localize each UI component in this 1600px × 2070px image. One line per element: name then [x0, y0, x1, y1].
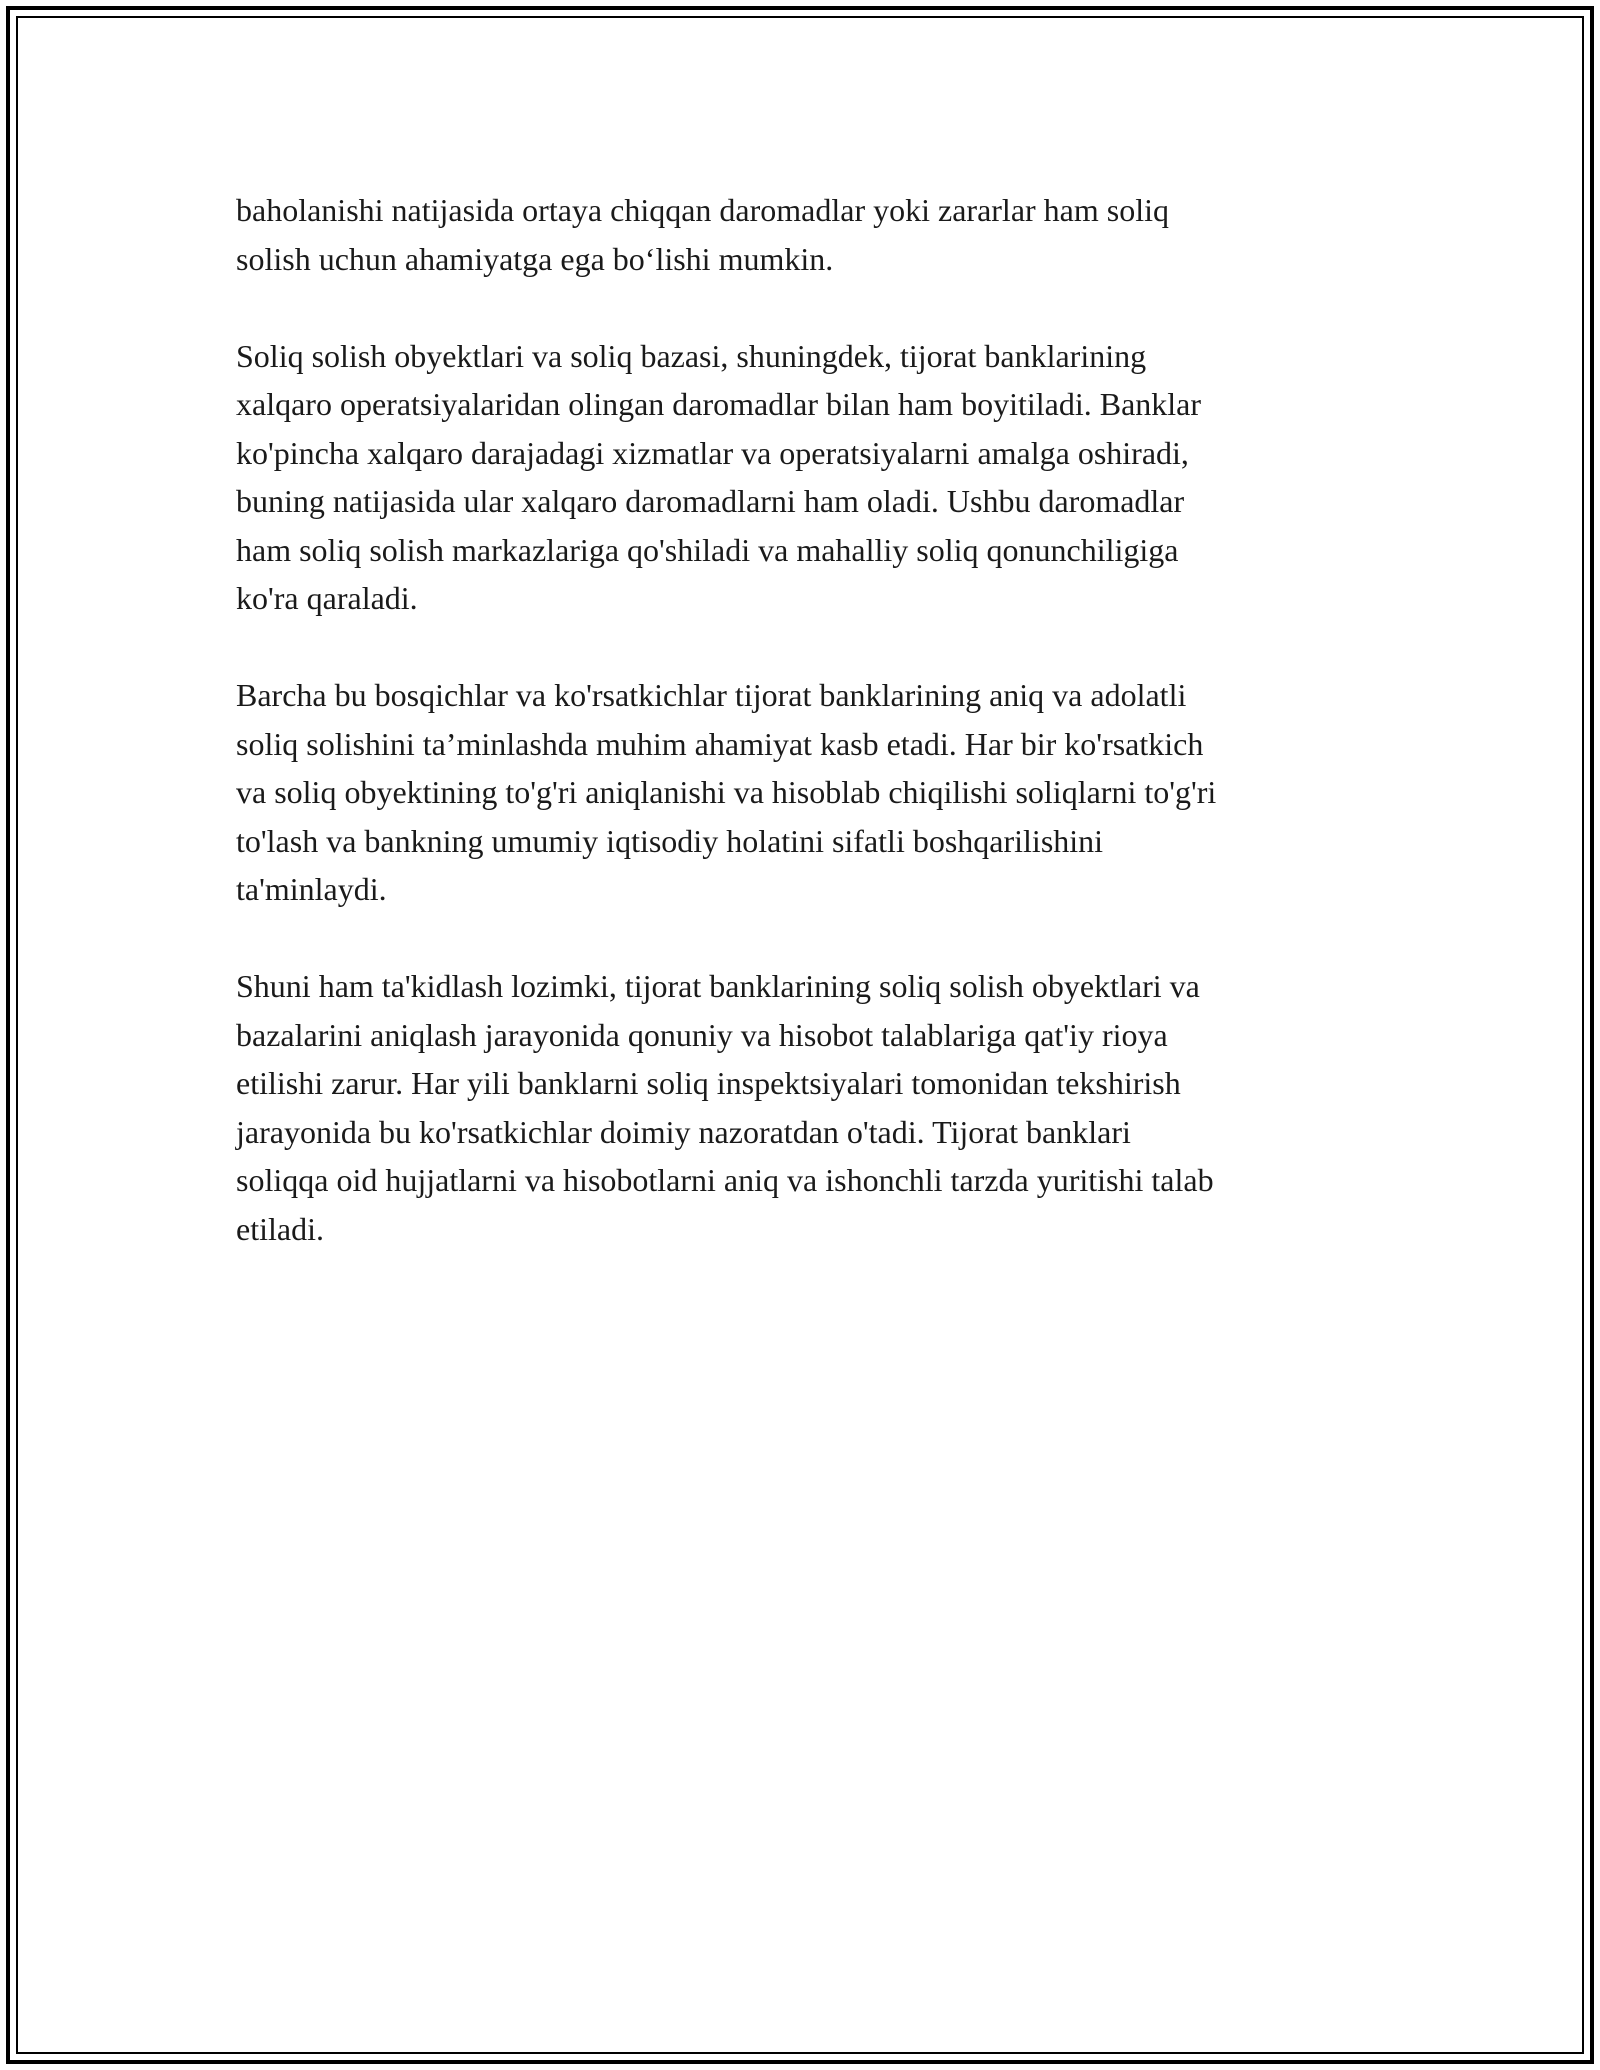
- paragraph-continuation: baholanishi natijasida ortaya chiqqan daromadlar yoki zararlar ham soliq solish uchun ahamiyatga ega bo‘lishi mumkin.: [236, 192, 1169, 277]
- paragraph-international-income: Soliq solish obyektlari va soliq bazasi, shuningdek, tijorat banklarining xalqaro operatsiyalaridan olingan daromadlar bilan ham boyitiladi. Banklar ko'pincha xalqaro darajadagi xizmatlar va operatsiyalarni amalga oshiradi, buning natijasida ular xalqaro daromadlarni ham oladi. Ushbu daromadlar ham soliq solish markazlariga qo'shiladi va mahalliy soliq qonunchiligiga ko'ra qaraladi.: [236, 337, 1202, 616]
- paragraph-indicators: Barcha bu bosqichlar va ko'rsatkichlar tijorat banklarining aniq va adolatli soliq solishini ta’minlashda muhim ahamiyat kasb etadi. Har bir ko'rsatkich va soliq obyektining to'g'ri aniqlanishi va hisoblab chiqilishi soliqlarni to'g'ri to'lash va bankning umumiy iqtisodiy holatini sifatli boshqarilishini ta'minlaydi.: [236, 677, 1217, 907]
- paragraph-compliance: Shuni ham ta'kidlash lozimki, tijorat banklarining soliq solish obyektlari va bazalarini aniqlash jarayonida qonuniy va hisobot talablariga qat'iy rioya etilishi zarur. Har yili banklarni soliq inspektsiyalari tomonidan tekshirish jarayonida bu ko'rsatkichlar doimiy nazoratdan o'tadi. Tijorat banklari soliqqa oid hujjatlarni va hisobotlarni aniq va ishonchli tarzda yuritishi talab etiladi.: [236, 968, 1214, 1247]
- document-body: [236, 186, 1366, 1302]
